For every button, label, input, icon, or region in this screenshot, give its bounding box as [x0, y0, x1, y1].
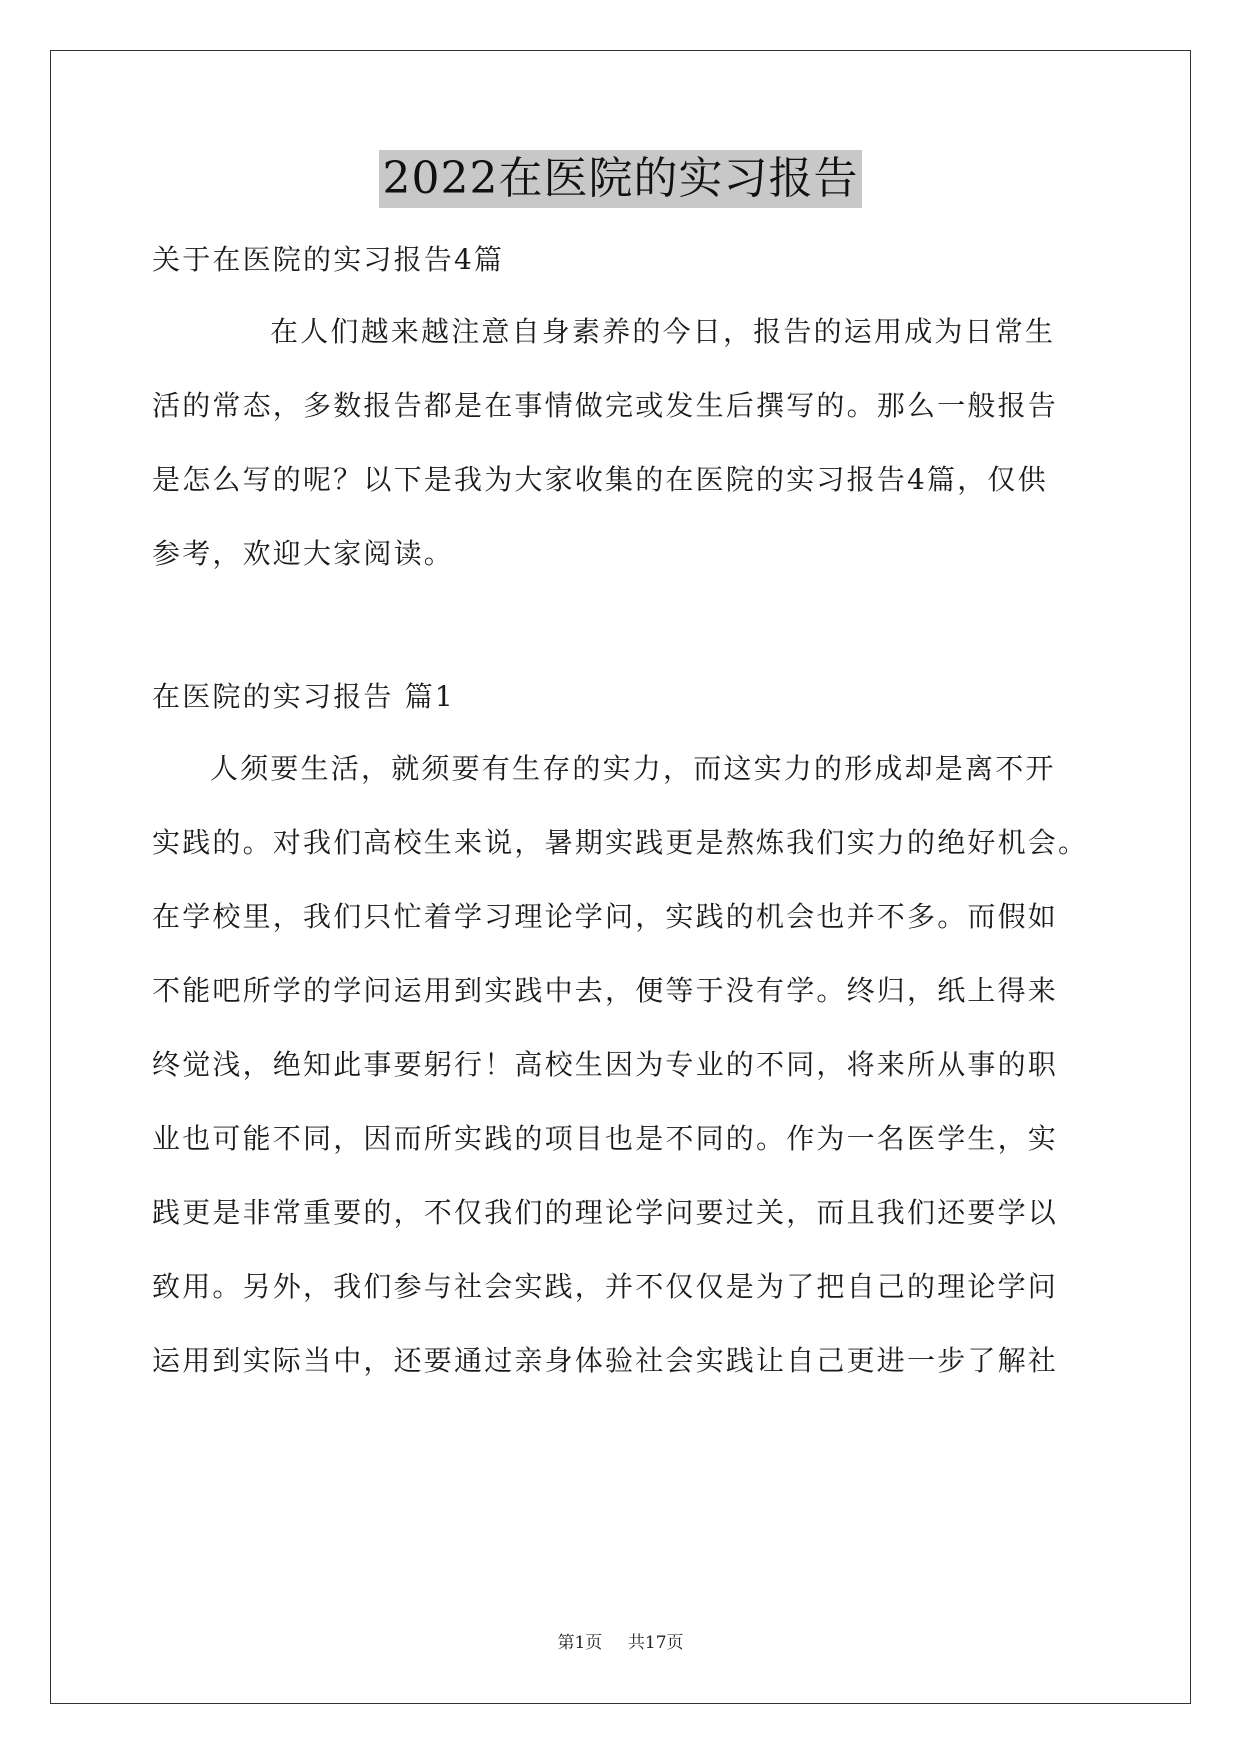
- document-subtitle: 关于在医院的实习报告4篇: [152, 243, 505, 276]
- body-line: 不能吧所学的学问运用到实践中去，便等于没有学。终归，纸上得来: [152, 974, 1059, 1007]
- body-line: 践更是非常重要的，不仅我们的理论学问要过关，而且我们还要学以: [152, 1196, 1059, 1229]
- body-line: 在学校里，我们只忙着学习理论学问，实践的机会也并不多。而假如: [152, 900, 1059, 933]
- body-line: 致用。另外，我们参与社会实践，并不仅仅是为了把自己的理论学问: [152, 1270, 1059, 1303]
- page-number: 第1页: [557, 1633, 603, 1653]
- intro-line: 在人们越来越注意自身素养的今日，报告的运用成为日常生: [270, 315, 1056, 348]
- body-line: 实践的。对我们高校生来说，暑期实践更是熬炼我们实力的绝好机会。: [152, 826, 1089, 859]
- intro-line: 参考，欢迎大家阅读。: [152, 537, 455, 570]
- intro-line: 活的常态，多数报告都是在事情做完或发生后撰写的。那么一般报告: [152, 389, 1059, 422]
- section-heading: 在医院的实习报告 篇1: [152, 680, 455, 713]
- body-line: 终觉浅，绝知此事要躬行！高校生因为专业的不同，将来所从事的职: [152, 1048, 1059, 1081]
- document-title: 2022在医院的实习报告: [379, 150, 863, 208]
- intro-line: 是怎么写的呢？以下是我为大家收集的在医院的实习报告4篇，仅供: [152, 463, 1048, 496]
- page-footer: [0, 1628, 1241, 1653]
- body-line: 运用到实际当中，还要通过亲身体验社会实践让自己更进一步了解社: [152, 1344, 1059, 1377]
- title-container: [0, 150, 1241, 208]
- body-line: 业也可能不同，因而所实践的项目也是不同的。作为一名医学生，实: [152, 1122, 1059, 1155]
- page-border: [50, 50, 1191, 1704]
- page-total: 共17页: [627, 1633, 684, 1653]
- body-line: 人须要生活，就须要有生存的实力，而这实力的形成却是离不开: [210, 752, 1056, 785]
